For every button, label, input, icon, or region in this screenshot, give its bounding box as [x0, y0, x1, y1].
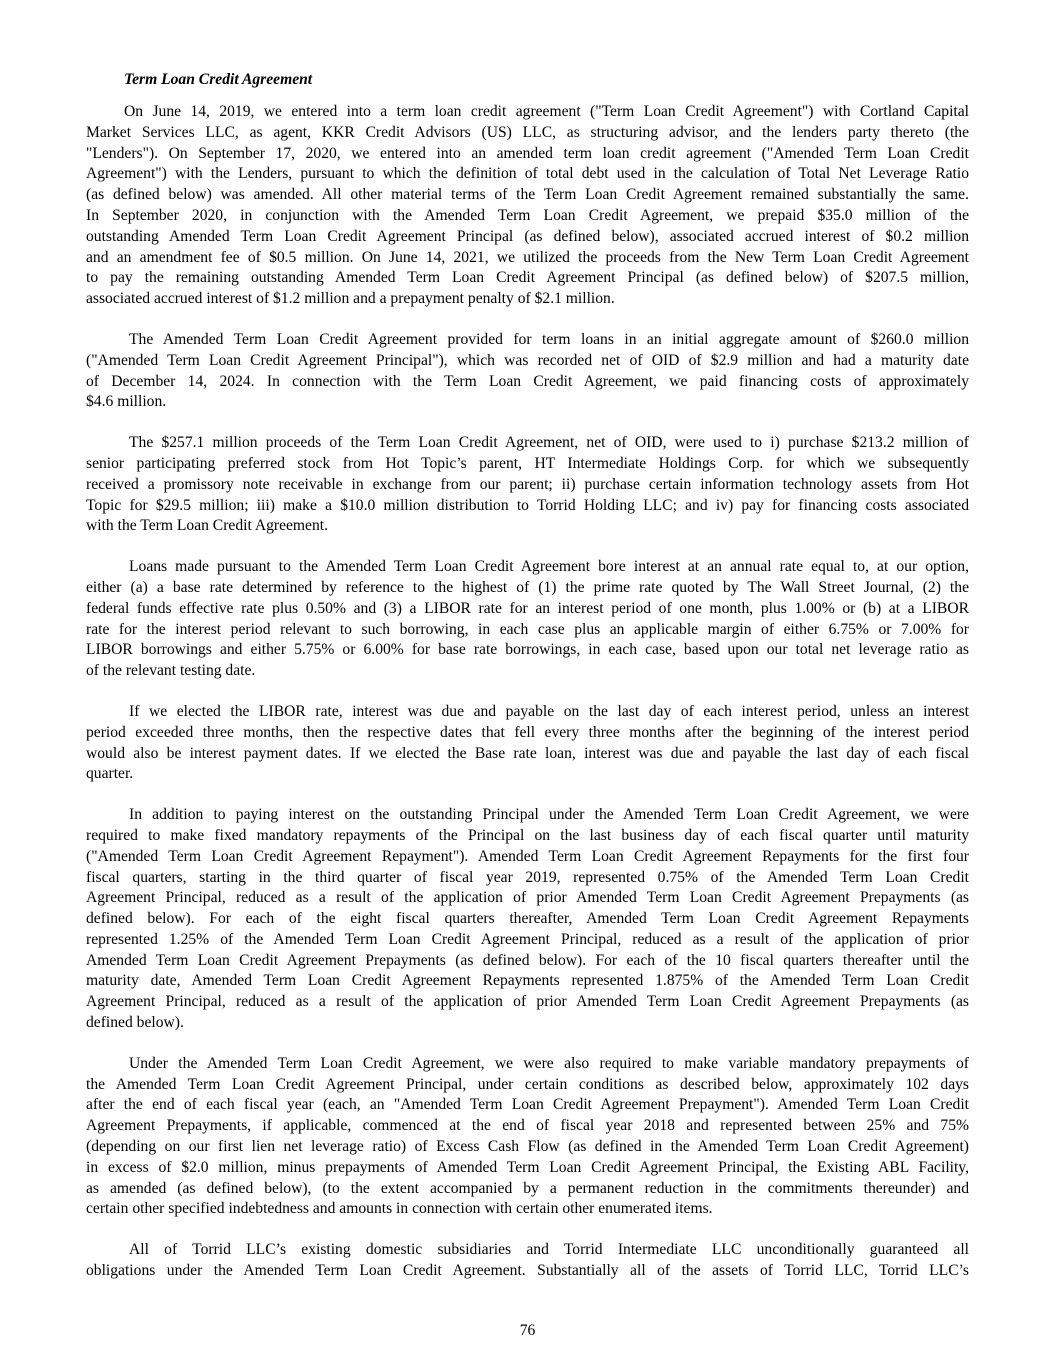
paragraph	[86, 702, 969, 785]
paragraph-line: received a promissory note receivable in exchange from our parent; ii) purchase certain information technology assets from Hot	[86, 475, 969, 493]
paragraph-line: The Amended Term Loan Credit Agreement provided for term loans in an initial aggregate amount of $260.0 million	[129, 330, 969, 348]
paragraph	[86, 805, 969, 1034]
paragraph-line: All of Torrid LLC’s existing domestic subsidiaries and Torrid Intermediate LLC unconditionally guaranteed all	[129, 1241, 969, 1259]
paragraph-line: obligations under the Amended Term Loan Credit Agreement. Substantially all of the assets of Torrid LLC, Torrid LLC’s	[86, 1262, 969, 1280]
paragraph-line: Agreement Prepayments, if applicable, commenced at the end of fiscal year 2018 and represented between 25% and 75%	[86, 1117, 969, 1135]
paragraph-line: associated accrued interest of $1.2 million and a prepayment penalty of $2.1 million.	[86, 290, 615, 308]
paragraph-line: after the end of each fiscal year (each, an "Amended Term Loan Credit Agreement Prepayment"). Amended Term Loan Credit	[86, 1096, 969, 1114]
paragraph-line: the Amended Term Loan Credit Agreement Principal, under certain conditions as described below, approximately 102 days	[86, 1075, 969, 1093]
paragraph-line: Agreement") with the Lenders, pursuant to which the definition of total debt used in the calculation of Total Net Leverage Ratio	[86, 165, 969, 183]
paragraph	[86, 330, 969, 413]
paragraph-line: LIBOR borrowings and either 5.75% or 6.00% for base rate borrowings, in each case, based upon our total net leverage ratio as	[86, 641, 969, 659]
paragraph	[86, 1054, 969, 1220]
paragraph-line: ("Amended Term Loan Credit Agreement Repayment"). Amended Term Loan Credit Agreement Repayments for the first four	[86, 847, 969, 865]
paragraph-line: as amended (as defined below), (to the extent accompanied by a permanent reduction in the commitments thereunder) and	[86, 1179, 969, 1197]
paragraph-line: Agreement Principal, reduced as a result of the application of prior Amended Term Loan Credit Agreement Prepayments (as	[86, 993, 969, 1011]
paragraph-line: certain other specified indebtedness and amounts in connection with certain other enumerated items.	[86, 1200, 713, 1218]
paragraph-line: period exceeded three months, then the respective dates that fell every three months after the beginning of the interest period	[86, 723, 969, 741]
paragraph-line: Loans made pursuant to the Amended Term Loan Credit Agreement bore interest at an annual rate equal to, at our option,	[129, 558, 969, 576]
paragraph-line: of the relevant testing date.	[86, 662, 256, 680]
paragraph-line: (depending on our first lien net leverage ratio) of Excess Cash Flow (as defined in the Amended Term Loan Credit Agreement)	[86, 1138, 969, 1156]
paragraph-line: In September 2020, in conjunction with the Amended Term Loan Credit Agreement, we prepaid $35.0 million of the	[86, 206, 969, 224]
paragraph-line: Topic for $29.5 million; iii) make a $10.0 million distribution to Torrid Holding LLC; and iv) pay for financing costs associated	[86, 496, 969, 514]
paragraph-line: of December 14, 2024. In connection with the Term Loan Credit Agreement, we paid financing costs of approximately	[86, 372, 969, 390]
paragraph-line: to pay the remaining outstanding Amended Term Loan Credit Agreement Principal (as defined below) of $207.5 million,	[86, 269, 969, 287]
paragraph-line: represented 1.25% of the Amended Term Loan Credit Agreement Principal, reduced as a result of the application of prior	[86, 930, 969, 948]
paragraph-line: Market Services LLC, as agent, KKR Credit Advisors (US) LLC, as structuring advisor, and the lenders party thereto (the	[86, 123, 969, 141]
paragraph-line: either (a) a base rate determined by reference to the highest of (1) the prime rate quoted by The Wall Street Journal, (2) the	[86, 578, 969, 596]
paragraph-line: (as defined below) was amended. All other material terms of the Term Loan Credit Agreement remained substantially the same.	[86, 186, 969, 204]
paragraphs	[86, 102, 969, 1282]
paragraph-line: The $257.1 million proceeds of the Term Loan Credit Agreement, net of OID, were used to i) purchase $213.2 million of	[129, 434, 969, 452]
paragraph-line: defined below). For each of the eight fiscal quarters thereafter, Amended Term Loan Credit Agreement Repayments	[86, 910, 969, 928]
document-body	[86, 69, 969, 1302]
paragraph-line: "Lenders"). On September 17, 2020, we entered into an amended term loan credit agreement ("Amended Term Loan Credit	[86, 144, 969, 162]
paragraph-line: fiscal quarters, starting in the third quarter of fiscal year 2019, represented 0.75% of the Amended Term Loan Credit	[86, 868, 969, 886]
paragraph-line: $4.6 million.	[86, 393, 167, 411]
page-number: 76	[519, 1322, 536, 1339]
paragraph-line: required to make fixed mandatory repayments of the Principal on the last business day of each fiscal quarter until maturity	[86, 826, 969, 844]
paragraph-line: Under the Amended Term Loan Credit Agreement, we were also required to make variable mandatory prepayments of	[129, 1054, 969, 1072]
paragraph-line: federal funds effective rate plus 0.50% and (3) a LIBOR rate for an interest period of one month, plus 1.00% or (b) at a LIBOR	[86, 599, 969, 617]
section-title: Term Loan Credit Agreement	[124, 71, 313, 88]
paragraph	[86, 557, 969, 682]
paragraph-line: quarter.	[86, 765, 134, 783]
paragraph-line: rate for the interest period relevant to such borrowing, in each case plus an applicable margin of either 6.75% or 7.00% for	[86, 620, 969, 638]
paragraph-line: defined below).	[86, 1014, 184, 1032]
paragraph-line: On June 14, 2019, we entered into a term loan credit agreement ("Term Loan Credit Agreement") with Cortland Capital	[124, 103, 969, 120]
paragraph-line: In addition to paying interest on the outstanding Principal under the Amended Term Loan Credit Agreement, we were	[129, 806, 969, 824]
paragraph-line: ("Amended Term Loan Credit Agreement Principal"), which was recorded net of OID of $2.9 million and had a maturity date	[86, 351, 969, 369]
paragraph-line: would also be interest payment dates. If we elected the Base rate loan, interest was due and payable the last day of each fiscal	[86, 744, 969, 762]
paragraph-line: maturity date, Amended Term Loan Credit Agreement Repayments represented 1.875% of the Amended Term Loan Credit	[86, 972, 969, 990]
paragraph-line: If we elected the LIBOR rate, interest was due and payable on the last day of each interest period, unless an interest	[129, 702, 969, 720]
paragraph-line: Agreement Principal, reduced as a result of the application of prior Amended Term Loan Credit Agreement Prepayments (as	[86, 889, 969, 907]
paragraph-line: Amended Term Loan Credit Agreement Prepayments (as defined below). For each of the 10 fiscal quarters thereafter until the	[86, 951, 969, 969]
paragraph	[86, 1240, 969, 1282]
paragraph	[86, 102, 969, 310]
paragraph	[86, 433, 969, 537]
paragraph-line: outstanding Amended Term Loan Credit Agreement Principal (as defined below), associated accrued interest of $0.2 million	[86, 227, 969, 245]
paragraph-line: in excess of $2.0 million, minus prepayments of Amended Term Loan Credit Agreement Principal, the Existing ABL Facility,	[86, 1158, 969, 1176]
paragraph-line: with the Term Loan Credit Agreement.	[86, 517, 328, 535]
paragraph-line: senior participating preferred stock from Hot Topic’s parent, HT Intermediate Holdings Corp. for which we subsequently	[86, 454, 969, 472]
paragraph-line: and an amendment fee of $0.5 million. On June 14, 2021, we utilized the proceeds from the New Term Loan Credit Agreement	[86, 248, 969, 266]
